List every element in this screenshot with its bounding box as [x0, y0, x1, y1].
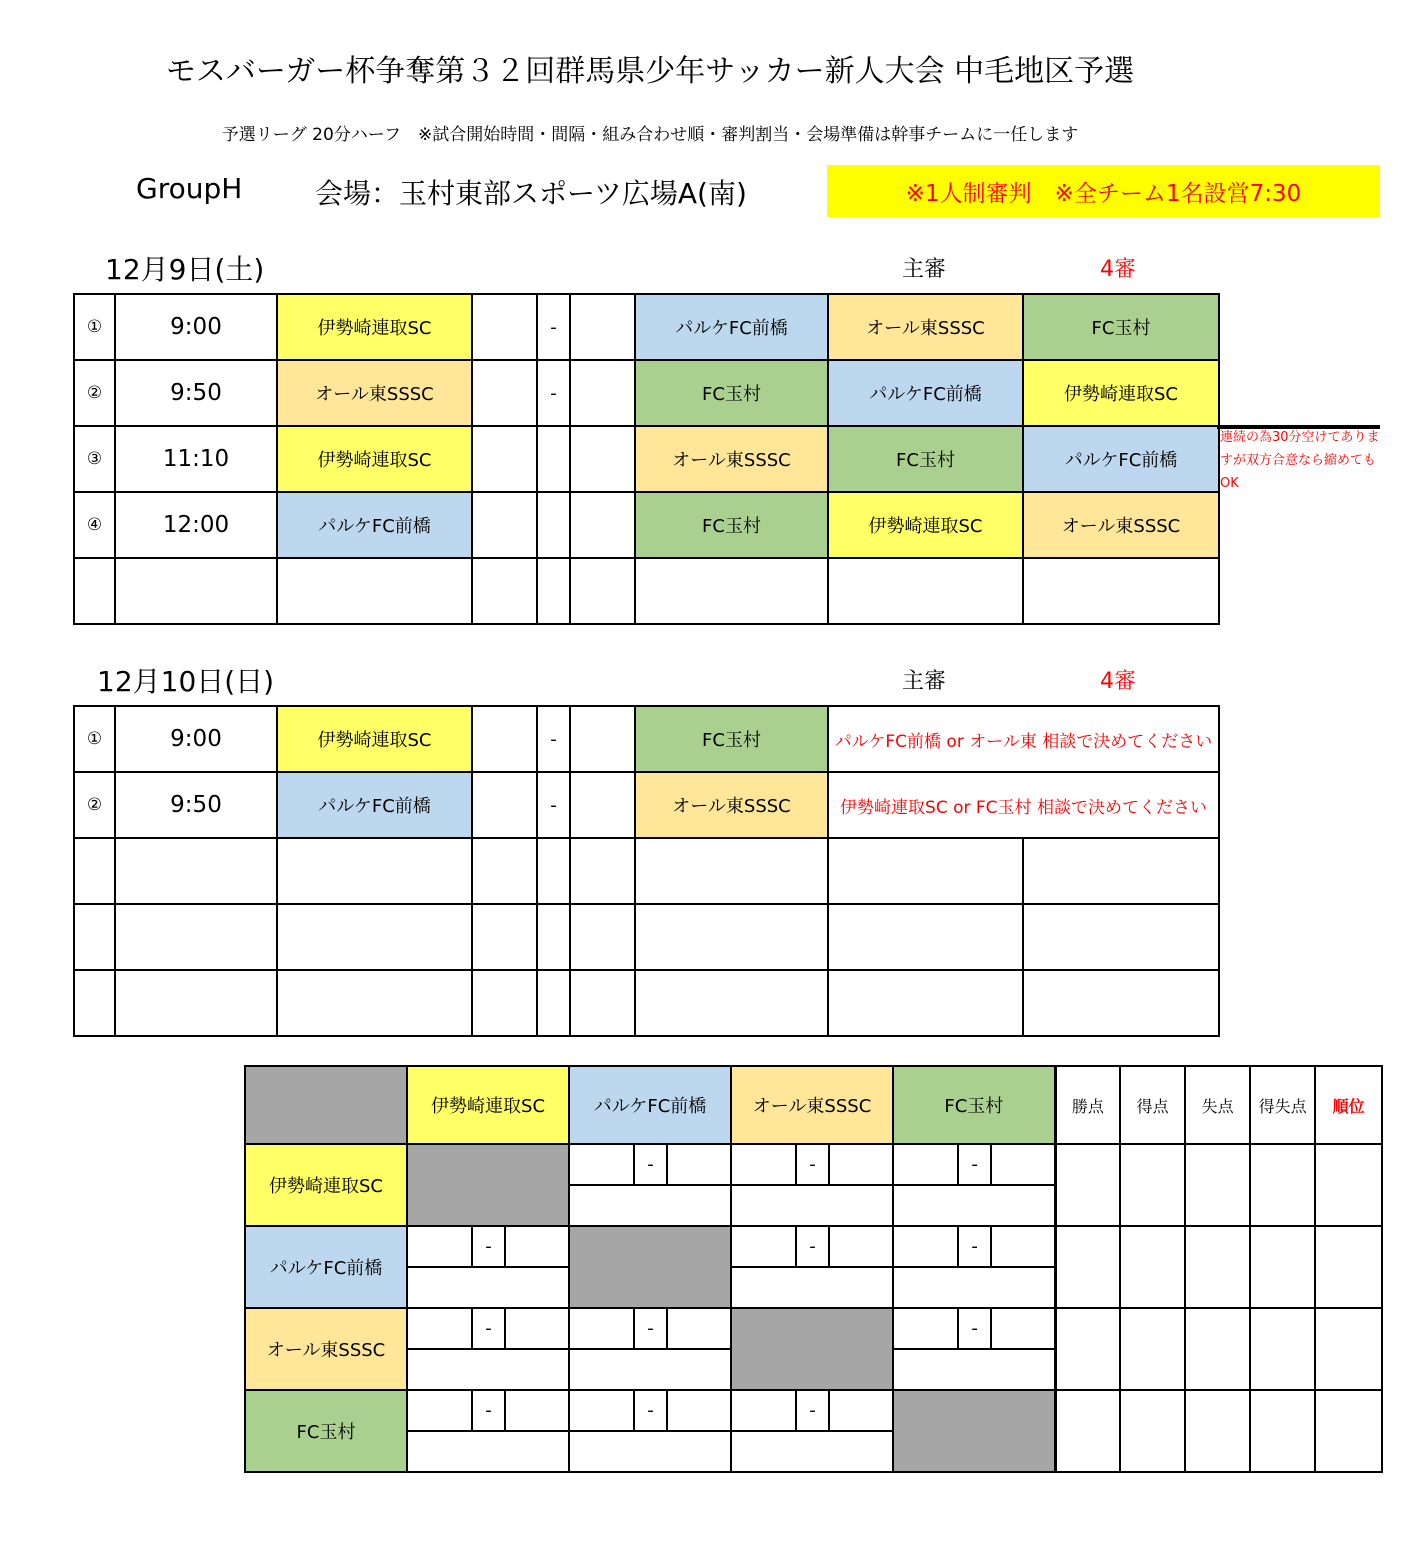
- score-cell[interactable]: [893, 1144, 958, 1185]
- team-row-label: FC玉村: [245, 1390, 407, 1472]
- day2-referee-label: 主審: [902, 669, 947, 694]
- result-cell[interactable]: [893, 1185, 1055, 1226]
- score-cell[interactable]: [829, 1144, 893, 1185]
- goals-against-header: 失点: [1185, 1066, 1250, 1144]
- team-row-label: パルケFC前橋: [245, 1226, 407, 1308]
- home-score[interactable]: [472, 426, 537, 492]
- empty-cell: [570, 904, 635, 970]
- score-cell[interactable]: [667, 1308, 731, 1349]
- day1-schedule-table: [73, 293, 1220, 625]
- away-team: FC玉村: [635, 706, 828, 772]
- table-row: [74, 838, 1219, 904]
- score-cell[interactable]: [991, 1308, 1055, 1349]
- score-cell[interactable]: [667, 1144, 731, 1185]
- day1-date: 12月9日(土): [105, 253, 265, 286]
- empty-cell: [472, 838, 537, 904]
- table-row: [74, 492, 1219, 558]
- standings-header-row: [245, 1066, 1382, 1144]
- home-team: 伊勢崎連取SC: [277, 706, 472, 772]
- empty-cell: [277, 904, 472, 970]
- empty-cell: [74, 904, 115, 970]
- empty-cell: [277, 838, 472, 904]
- result-cell[interactable]: [731, 1185, 893, 1226]
- team-row-label: オール東SSSC: [245, 1308, 407, 1390]
- goal-difference-header: 得失点: [1250, 1066, 1315, 1144]
- empty-cell: [828, 970, 1023, 1036]
- score-cell[interactable]: [731, 1390, 796, 1431]
- home-score[interactable]: [472, 492, 537, 558]
- match-number: ②: [74, 360, 115, 426]
- score-dash: -: [958, 1226, 991, 1267]
- day1-fourth-label: 4審: [1100, 257, 1136, 282]
- empty-cell: [570, 558, 635, 624]
- table-row: [74, 426, 1219, 492]
- empty-cell: [537, 558, 570, 624]
- empty-cell: [74, 970, 115, 1036]
- match-time: 12:00: [115, 492, 277, 558]
- table-row: [245, 1390, 1382, 1431]
- venue-label: 会場：玉村東部スポーツ広場A(南): [315, 177, 747, 210]
- page-subtitle: 予選リーグ 20分ハーフ ※試合開始時間・間隔・組み合わせ順・審判割当・会場準備は幹事チームに一任します: [221, 125, 1079, 145]
- match-number: ③: [74, 426, 115, 492]
- table-row: [245, 1144, 1382, 1185]
- team-header: パルケFC前橋: [569, 1066, 731, 1144]
- score-cell[interactable]: [569, 1390, 634, 1431]
- empty-cell: [828, 904, 1023, 970]
- home-score[interactable]: [472, 772, 537, 838]
- score-cell[interactable]: [829, 1226, 893, 1267]
- away-team: FC玉村: [635, 492, 828, 558]
- standings-table: [244, 1065, 1383, 1473]
- result-cell[interactable]: [569, 1431, 731, 1472]
- empty-cell: [635, 558, 828, 624]
- score-dash: -: [537, 706, 570, 772]
- away-team: オール東SSSC: [635, 426, 828, 492]
- table-row: [74, 772, 1219, 838]
- score-cell[interactable]: [505, 1308, 569, 1349]
- points-cell[interactable]: [1055, 1144, 1120, 1226]
- score-cell[interactable]: [667, 1390, 731, 1431]
- table-row: [245, 1308, 1382, 1349]
- home-score[interactable]: [472, 360, 537, 426]
- referee-team: 伊勢崎連取SC: [828, 492, 1023, 558]
- empty-cell: [74, 838, 115, 904]
- home-team: パルケFC前橋: [277, 492, 472, 558]
- empty-cell: [570, 838, 635, 904]
- score-cell[interactable]: [407, 1226, 472, 1267]
- table-row: [74, 558, 1219, 624]
- goals-for-cell[interactable]: [1120, 1226, 1185, 1308]
- match-number: ①: [74, 706, 115, 772]
- points-cell[interactable]: [1055, 1226, 1120, 1308]
- score-dash: -: [472, 1390, 505, 1431]
- goal-difference-cell[interactable]: [1250, 1144, 1315, 1226]
- empty-cell: [537, 904, 570, 970]
- away-score[interactable]: [570, 492, 635, 558]
- empty-cell: [115, 558, 277, 624]
- rank-cell[interactable]: [1315, 1308, 1382, 1390]
- away-score[interactable]: [570, 426, 635, 492]
- empty-cell: [115, 904, 277, 970]
- day2-schedule-table: [73, 705, 1220, 1037]
- empty-cell: [1023, 904, 1219, 970]
- score-dash: -: [537, 772, 570, 838]
- result-cell[interactable]: [407, 1349, 569, 1390]
- result-cell[interactable]: [893, 1267, 1055, 1308]
- fourth-official-team: 伊勢崎連取SC: [1023, 360, 1219, 426]
- rank-cell[interactable]: [1315, 1144, 1382, 1226]
- day1-referee-label: 主審: [902, 257, 947, 282]
- goals-against-cell[interactable]: [1185, 1144, 1250, 1226]
- goals-against-cell[interactable]: [1185, 1308, 1250, 1390]
- score-cell[interactable]: [505, 1226, 569, 1267]
- goals-for-cell[interactable]: [1120, 1390, 1185, 1472]
- empty-cell: [570, 970, 635, 1036]
- team-header: 伊勢崎連取SC: [407, 1066, 569, 1144]
- away-score[interactable]: [570, 706, 635, 772]
- score-dash: -: [634, 1390, 667, 1431]
- table-row: [74, 294, 1219, 360]
- points-cell[interactable]: [1055, 1308, 1120, 1390]
- table-row: [245, 1226, 1382, 1267]
- match-number: ④: [74, 492, 115, 558]
- score-dash: [537, 426, 570, 492]
- score-cell[interactable]: [407, 1308, 472, 1349]
- empty-cell: [277, 970, 472, 1036]
- empty-cell: [828, 838, 1023, 904]
- match-time: 11:10: [115, 426, 277, 492]
- result-cell[interactable]: [569, 1185, 731, 1226]
- score-dash: -: [537, 360, 570, 426]
- empty-cell: [1023, 838, 1219, 904]
- result-cell[interactable]: [407, 1267, 569, 1308]
- self-match-cell: [731, 1308, 893, 1390]
- match-time: 9:50: [115, 772, 277, 838]
- match-time: 9:00: [115, 706, 277, 772]
- rank-cell[interactable]: [1315, 1226, 1382, 1308]
- result-cell[interactable]: [893, 1349, 1055, 1390]
- points-header: 勝点: [1055, 1066, 1120, 1144]
- goals-against-cell[interactable]: [1185, 1390, 1250, 1472]
- home-team: パルケFC前橋: [277, 772, 472, 838]
- empty-cell: [635, 838, 828, 904]
- page-title: モスバーガー杯争奪第３２回群馬県少年サッカー新人大会 中毛地区予選: [165, 54, 1135, 89]
- empty-cell: [635, 970, 828, 1036]
- score-dash: -: [796, 1226, 829, 1267]
- empty-cell: [472, 970, 537, 1036]
- table-row: [74, 904, 1219, 970]
- points-cell[interactable]: [1055, 1390, 1120, 1472]
- empty-cell: [115, 838, 277, 904]
- empty-cell: [472, 558, 537, 624]
- away-team: パルケFC前橋: [635, 294, 828, 360]
- score-cell[interactable]: [407, 1390, 472, 1431]
- goals-for-cell[interactable]: [1120, 1308, 1185, 1390]
- score-dash: -: [634, 1144, 667, 1185]
- result-cell[interactable]: [731, 1431, 893, 1472]
- group-label: GroupH: [136, 172, 243, 205]
- table-row: [74, 706, 1219, 772]
- score-dash: -: [537, 294, 570, 360]
- score-cell[interactable]: [991, 1144, 1055, 1185]
- rank-header: 順位: [1315, 1066, 1382, 1144]
- fourth-official-team: オール東SSSC: [1023, 492, 1219, 558]
- score-dash: -: [958, 1308, 991, 1349]
- score-cell[interactable]: [569, 1144, 634, 1185]
- empty-cell: [1023, 970, 1219, 1036]
- team-row-label: 伊勢崎連取SC: [245, 1144, 407, 1226]
- referee-note: 伊勢崎連取SC or FC玉村 相談で決めてください: [828, 772, 1219, 838]
- goal-difference-cell[interactable]: [1250, 1308, 1315, 1390]
- self-match-cell: [569, 1226, 731, 1308]
- score-dash: -: [796, 1390, 829, 1431]
- goals-for-cell[interactable]: [1120, 1144, 1185, 1226]
- score-cell[interactable]: [731, 1226, 796, 1267]
- empty-cell: [277, 558, 472, 624]
- referee-team: FC玉村: [828, 426, 1023, 492]
- match-number: ②: [74, 772, 115, 838]
- empty-cell: [472, 904, 537, 970]
- score-cell[interactable]: [991, 1226, 1055, 1267]
- score-cell[interactable]: [505, 1390, 569, 1431]
- corner-cell: [245, 1066, 407, 1144]
- empty-cell: [1023, 558, 1219, 624]
- team-header: FC玉村: [893, 1066, 1055, 1144]
- score-dash: -: [958, 1144, 991, 1185]
- score-dash: -: [796, 1144, 829, 1185]
- result-cell[interactable]: [407, 1431, 569, 1472]
- empty-cell: [537, 970, 570, 1036]
- match-number: ①: [74, 294, 115, 360]
- goal-difference-cell[interactable]: [1250, 1226, 1315, 1308]
- side-note: 連続の為30分空けてありますが双方合意なら縮めてもOK: [1220, 430, 1380, 491]
- goals-against-cell[interactable]: [1185, 1226, 1250, 1308]
- team-header: オール東SSSC: [731, 1066, 893, 1144]
- away-score[interactable]: [570, 360, 635, 426]
- referee-note: パルケFC前橋 or オール東 相談で決めてください: [828, 706, 1219, 772]
- score-cell[interactable]: [569, 1308, 634, 1349]
- fourth-official-team: FC玉村: [1023, 294, 1219, 360]
- away-score[interactable]: [570, 294, 635, 360]
- empty-cell: [537, 838, 570, 904]
- match-time: 9:00: [115, 294, 277, 360]
- goals-for-header: 得点: [1120, 1066, 1185, 1144]
- away-score[interactable]: [570, 772, 635, 838]
- home-score[interactable]: [472, 294, 537, 360]
- match-time: 9:50: [115, 360, 277, 426]
- score-dash: -: [472, 1226, 505, 1267]
- table-row: [74, 970, 1219, 1036]
- home-score[interactable]: [472, 706, 537, 772]
- home-team: オール東SSSC: [277, 360, 472, 426]
- rank-cell[interactable]: [1315, 1390, 1382, 1472]
- self-match-cell: [407, 1144, 569, 1226]
- score-dash: -: [472, 1308, 505, 1349]
- away-team: オール東SSSC: [635, 772, 828, 838]
- empty-cell: [635, 904, 828, 970]
- self-match-cell: [893, 1390, 1055, 1472]
- empty-cell: [74, 558, 115, 624]
- score-dash: -: [634, 1308, 667, 1349]
- score-cell[interactable]: [829, 1390, 893, 1431]
- referee-team: パルケFC前橋: [828, 360, 1023, 426]
- away-team: FC玉村: [635, 360, 828, 426]
- day2-fourth-label: 4審: [1100, 669, 1136, 694]
- home-team: 伊勢崎連取SC: [277, 426, 472, 492]
- score-cell[interactable]: [731, 1144, 796, 1185]
- empty-cell: [115, 970, 277, 1036]
- score-cell[interactable]: [893, 1308, 958, 1349]
- result-cell[interactable]: [569, 1349, 731, 1390]
- table-row: [74, 360, 1219, 426]
- notice-banner: ※1人制審判 ※全チーム1名設営7:30: [827, 165, 1380, 217]
- referee-team: オール東SSSC: [828, 294, 1023, 360]
- score-dash: [537, 492, 570, 558]
- goal-difference-cell[interactable]: [1250, 1390, 1315, 1472]
- fourth-official-team: パルケFC前橋: [1023, 426, 1219, 492]
- empty-cell: [828, 558, 1023, 624]
- day2-date: 12月10日(日): [97, 665, 275, 698]
- score-cell[interactable]: [893, 1226, 958, 1267]
- home-team: 伊勢崎連取SC: [277, 294, 472, 360]
- result-cell[interactable]: [731, 1267, 893, 1308]
